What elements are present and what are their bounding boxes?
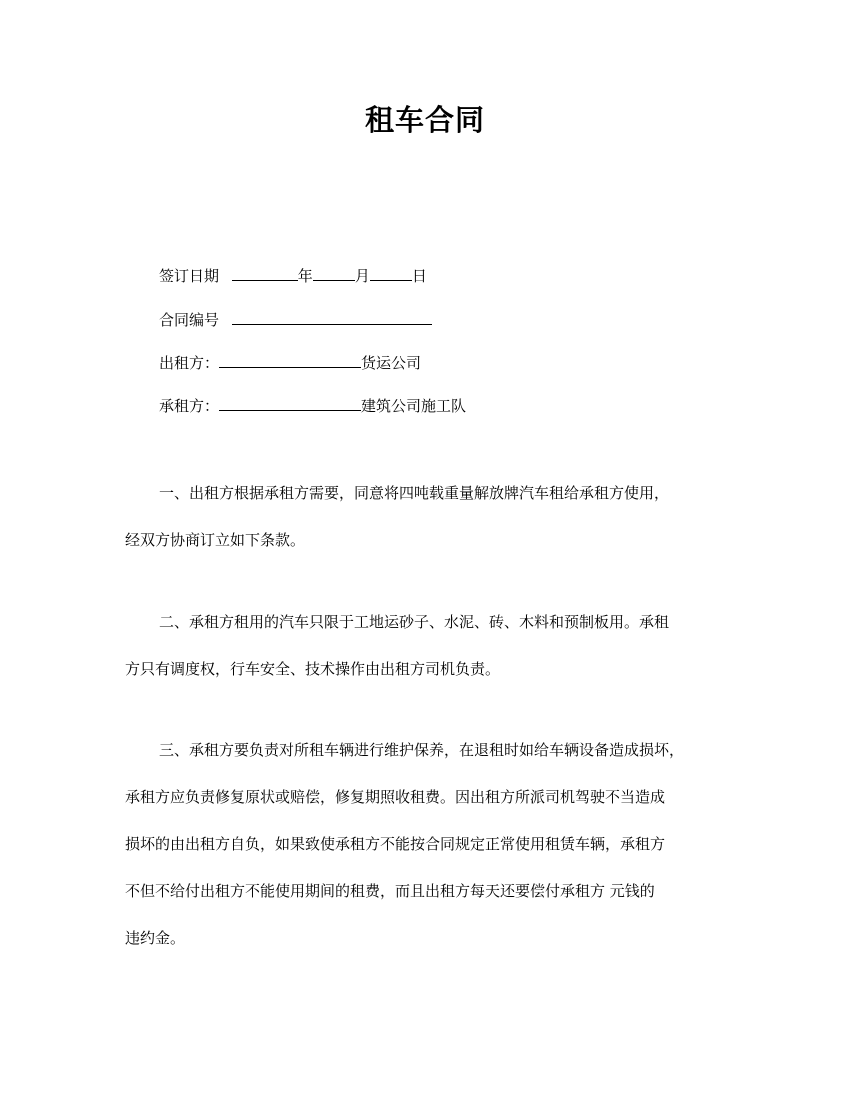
lessor-suffix: 货运公司 xyxy=(361,354,422,372)
lessor-label: 出租方： xyxy=(159,354,220,372)
clause-1-line-2: 经双方协商订立如下条款。 xyxy=(125,531,306,549)
lessee-field xyxy=(159,395,466,417)
lessee-label: 承租方： xyxy=(159,397,220,415)
clause-3-line-1: 三、承租方要负责对所租车辆进行维护保养，在退租时如给车辆设备造成损坏， xyxy=(159,741,685,759)
clause-3-line-2: 承租方应负责修复原状或赔偿，修复期照收租费。因出租方所派司机驾驶不当造成 xyxy=(125,788,666,806)
lessee-suffix: 建筑公司施工队 xyxy=(361,397,467,415)
clause-3-line-5: 违约金。 xyxy=(125,929,186,947)
clause-3 xyxy=(125,727,727,962)
contract-number-label: 合同编号 xyxy=(159,311,220,329)
contract-number-field xyxy=(159,309,432,331)
clause-1-line-1: 一、出租方根据承租方需要，同意将四吨载重量解放牌汽车租给承租方使用， xyxy=(159,484,670,502)
document-title: 租车合同 xyxy=(364,103,485,137)
clause-3-line-3: 损坏的由出租方自负，如果致使承租方不能按合同规定正常使用租赁车辆，承租方 xyxy=(125,835,666,853)
clause-3-line-4: 不但不给付出租方不能使用期间的租费，而且出租方每天还要偿付承租方 元钱的 xyxy=(125,882,655,900)
sign-date-day-label: 日 xyxy=(411,267,427,285)
sign-date-year-label: 年 xyxy=(297,267,313,285)
clause-1 xyxy=(125,470,727,564)
lessor-field xyxy=(159,352,421,374)
sign-date-label: 签订日期 xyxy=(159,267,220,285)
clause-2-line-2: 方只有调度权，行车安全、技术操作由出租方司机负责。 xyxy=(125,660,501,678)
sign-date-day-blank xyxy=(370,265,412,281)
lessee-blank xyxy=(219,395,361,411)
sign-date-month-label: 月 xyxy=(354,267,370,285)
sign-date-field xyxy=(159,265,427,287)
lessor-blank xyxy=(219,352,361,368)
sign-date-year-blank xyxy=(232,265,298,281)
clause-2 xyxy=(125,599,727,693)
sign-date-month-blank xyxy=(313,265,355,281)
clause-2-line-1: 二、承租方租用的汽车只限于工地运砂子、水泥、砖、木料和预制板用。承租 xyxy=(159,613,670,631)
contract-number-blank xyxy=(232,309,432,325)
